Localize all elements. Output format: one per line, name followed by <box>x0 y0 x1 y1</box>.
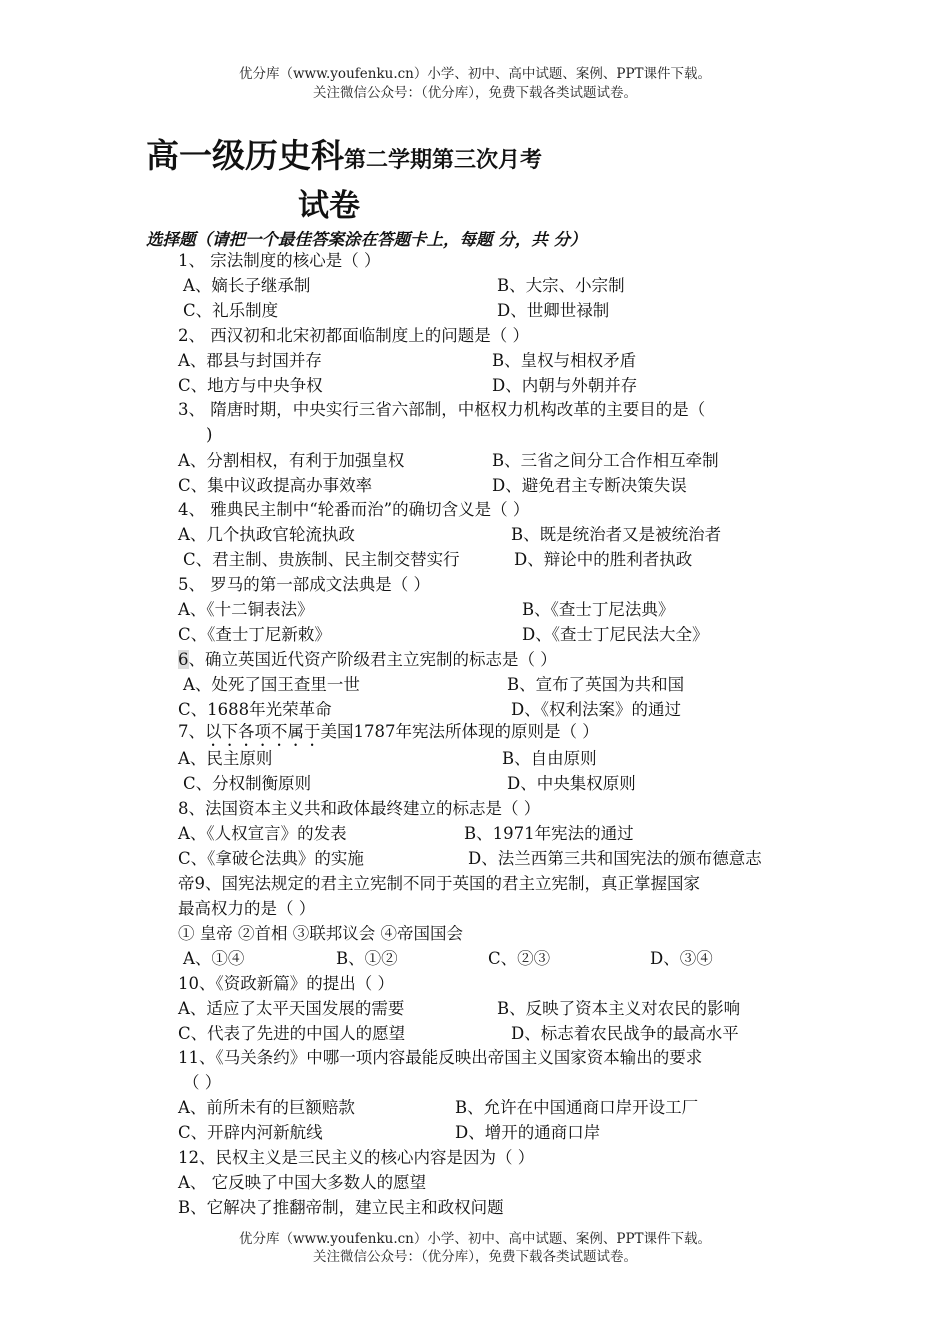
q6-option-c: C、1688年光荣革命 <box>178 700 332 719</box>
q8-stem: 8、法国资本主义共和政体最终建立的标志是（ ） <box>178 799 541 818</box>
title-main: 高一级历史科 <box>146 136 344 175</box>
q2-option-b: B、皇权与相权矛盾 <box>492 351 637 370</box>
q5-option-d: D、《查士丁尼民法大全》 <box>522 625 709 644</box>
q5-stem: 5、 罗马的第一部成文法典是（ ） <box>178 575 430 594</box>
q5-option-a: A、《十二铜表法》 <box>178 600 314 619</box>
q11-stem: 11、《马关条约》中哪一项内容最能反映出帝国主义国家资本输出的要求 <box>178 1048 703 1067</box>
q7-option-d: D、中央集权原则 <box>507 774 636 793</box>
q8-option-a: A、《人权宣言》的发表 <box>178 824 347 843</box>
footer-line-1: 优分库（www.youfenku.cn）小学、初中、高中试题、案例、PPT课件下载。 <box>238 1231 712 1247</box>
q11-option-a: A、前所未有的巨额赔款 <box>178 1098 355 1117</box>
q11-option-c: C、开辟内河新航线 <box>178 1123 323 1142</box>
header-line-1: 优分库（www.youfenku.cn）小学、初中、高中试题、案例、PPT课件下载。 <box>238 66 712 82</box>
exam-title <box>146 130 542 177</box>
section-heading: 选择题（请把一个最佳答案涂在答题卡上，每题 分，共 分） <box>146 230 587 249</box>
q10-option-d: D、标志着农民战争的最高水平 <box>511 1024 739 1043</box>
footer-line-2: 关注微信公众号：（优分库），免费下载各类试题试卷。 <box>313 1249 637 1265</box>
q6-stem-text: 、确立英国近代资产阶级君主立宪制的标志是（ ） <box>188 650 557 669</box>
q1-option-b: B、大宗、小宗制 <box>497 276 625 295</box>
q9-option-d: D、③④ <box>650 949 713 968</box>
q3-option-b: B、三省之间分工合作相互牵制 <box>492 451 719 470</box>
q2-option-c: C、地方与中央争权 <box>178 376 323 395</box>
q3-option-d: D、避免君主专断决策失误 <box>492 476 687 495</box>
q5-option-b: B、《查士丁尼法典》 <box>522 600 675 619</box>
q9-stem: 帝9、国宪法规定的君主立宪制不同于英国的君主立宪制，真正掌握国家 <box>178 874 700 893</box>
q7-option-a: A、民主原则 <box>178 749 273 768</box>
q7-number: 7、 <box>178 722 205 741</box>
q10-option-b: B、反映了资本主义对农民的影响 <box>497 999 741 1018</box>
q3-stem-cont: ) <box>206 425 213 444</box>
q9-option-b: B、①② <box>336 949 398 968</box>
q9-option-c: C、②③ <box>488 949 551 968</box>
q4-option-d: D、辩论中的胜利者执政 <box>514 550 693 569</box>
q9-items: ① 皇帝 ②首相 ③联邦议会 ④帝国国会 <box>178 924 463 943</box>
q3-option-c: C、集中议政提高办事效率 <box>178 476 373 495</box>
q3-option-a: A、分割相权，有利于加强皇权 <box>178 451 405 470</box>
q1-option-c: C、礼乐制度 <box>183 301 279 320</box>
q2-stem: 2、 西汉初和北宋初都面临制度上的问题是（ ） <box>178 326 529 345</box>
q12-option-b: B、它解决了推翻帝制，建立民主和政权问题 <box>178 1198 504 1217</box>
q11-option-b: B、允许在中国通商口岸开设工厂 <box>455 1098 699 1117</box>
q6-option-a: A、处死了国王查里一世 <box>183 675 360 694</box>
q10-stem: 10、《资政新篇》的提出（ ） <box>178 974 394 993</box>
q7-option-c: C、分权制衡原则 <box>183 774 312 793</box>
q7-stem <box>178 722 599 750</box>
q7-stem-part-1: 以下各项 <box>205 722 271 741</box>
q9-stem-cont: 最高权力的是（ ） <box>178 899 316 918</box>
q1-option-d: D、世卿世禄制 <box>497 301 610 320</box>
q6-option-d: D、《权利法案》的通过 <box>511 700 681 719</box>
q4-option-c: C、君主制、贵族制、民主制交替实行 <box>183 550 460 569</box>
q8-option-c: C、《拿破仑法典》的实施 <box>178 849 364 868</box>
q8-option-d: D、法兰西第三共和国宪法的颁布德意志 <box>468 849 762 868</box>
q4-option-a: A、几个执政官轮流执政 <box>178 525 355 544</box>
q6-stem <box>178 650 557 670</box>
q2-option-a: A、郡县与封国并存 <box>178 351 322 370</box>
q3-stem: 3、 隋唐时期，中央实行三省六部制，中枢权力机构改革的主要目的是（ <box>178 400 706 419</box>
q4-option-b: B、既是统治者又是被统治者 <box>511 525 722 544</box>
q6-option-b: B、宣布了英国为共和国 <box>507 675 685 694</box>
q10-option-a: A、适应了太平天国发展的需要 <box>178 999 405 1018</box>
q7-stem-part-2: 美国1787年宪法所体现的原则是（ ） <box>320 722 599 741</box>
q1-stem: 1、 宗法制度的核心是（ ） <box>178 251 381 270</box>
q11-stem-cont: （ ） <box>183 1073 222 1092</box>
q11-option-d: D、增开的通商口岸 <box>455 1123 601 1142</box>
q2-option-d: D、内朝与外朝并存 <box>492 376 638 395</box>
q7-emphasis: 不属于 <box>271 722 321 741</box>
q9-option-a: A、①④ <box>183 949 245 968</box>
q1-option-a: A、嫡长子继承制 <box>183 276 311 295</box>
title-sub: 第二学期第三次月考 <box>344 148 543 173</box>
q4-stem: 4、 雅典民主制中“轮番而治”的确切含义是（ ） <box>178 500 530 519</box>
q5-option-c: C、《查士丁尼新敕》 <box>178 625 331 644</box>
q10-option-c: C、代表了先进的中国人的愿望 <box>178 1024 406 1043</box>
q12-option-a: A、 它反映了中国大多数人的愿望 <box>178 1173 427 1192</box>
q6-number: 6 <box>178 650 189 669</box>
title-line-2: 试卷 <box>298 188 360 224</box>
header-line-2: 关注微信公众号：（优分库），免费下载各类试题试卷。 <box>313 85 637 101</box>
q12-stem: 12、民权主义是三民主义的核心内容是因为（ ） <box>178 1148 535 1167</box>
q7-option-b: B、自由原则 <box>502 749 597 768</box>
q8-option-b: B、1971年宪法的通过 <box>464 824 634 843</box>
